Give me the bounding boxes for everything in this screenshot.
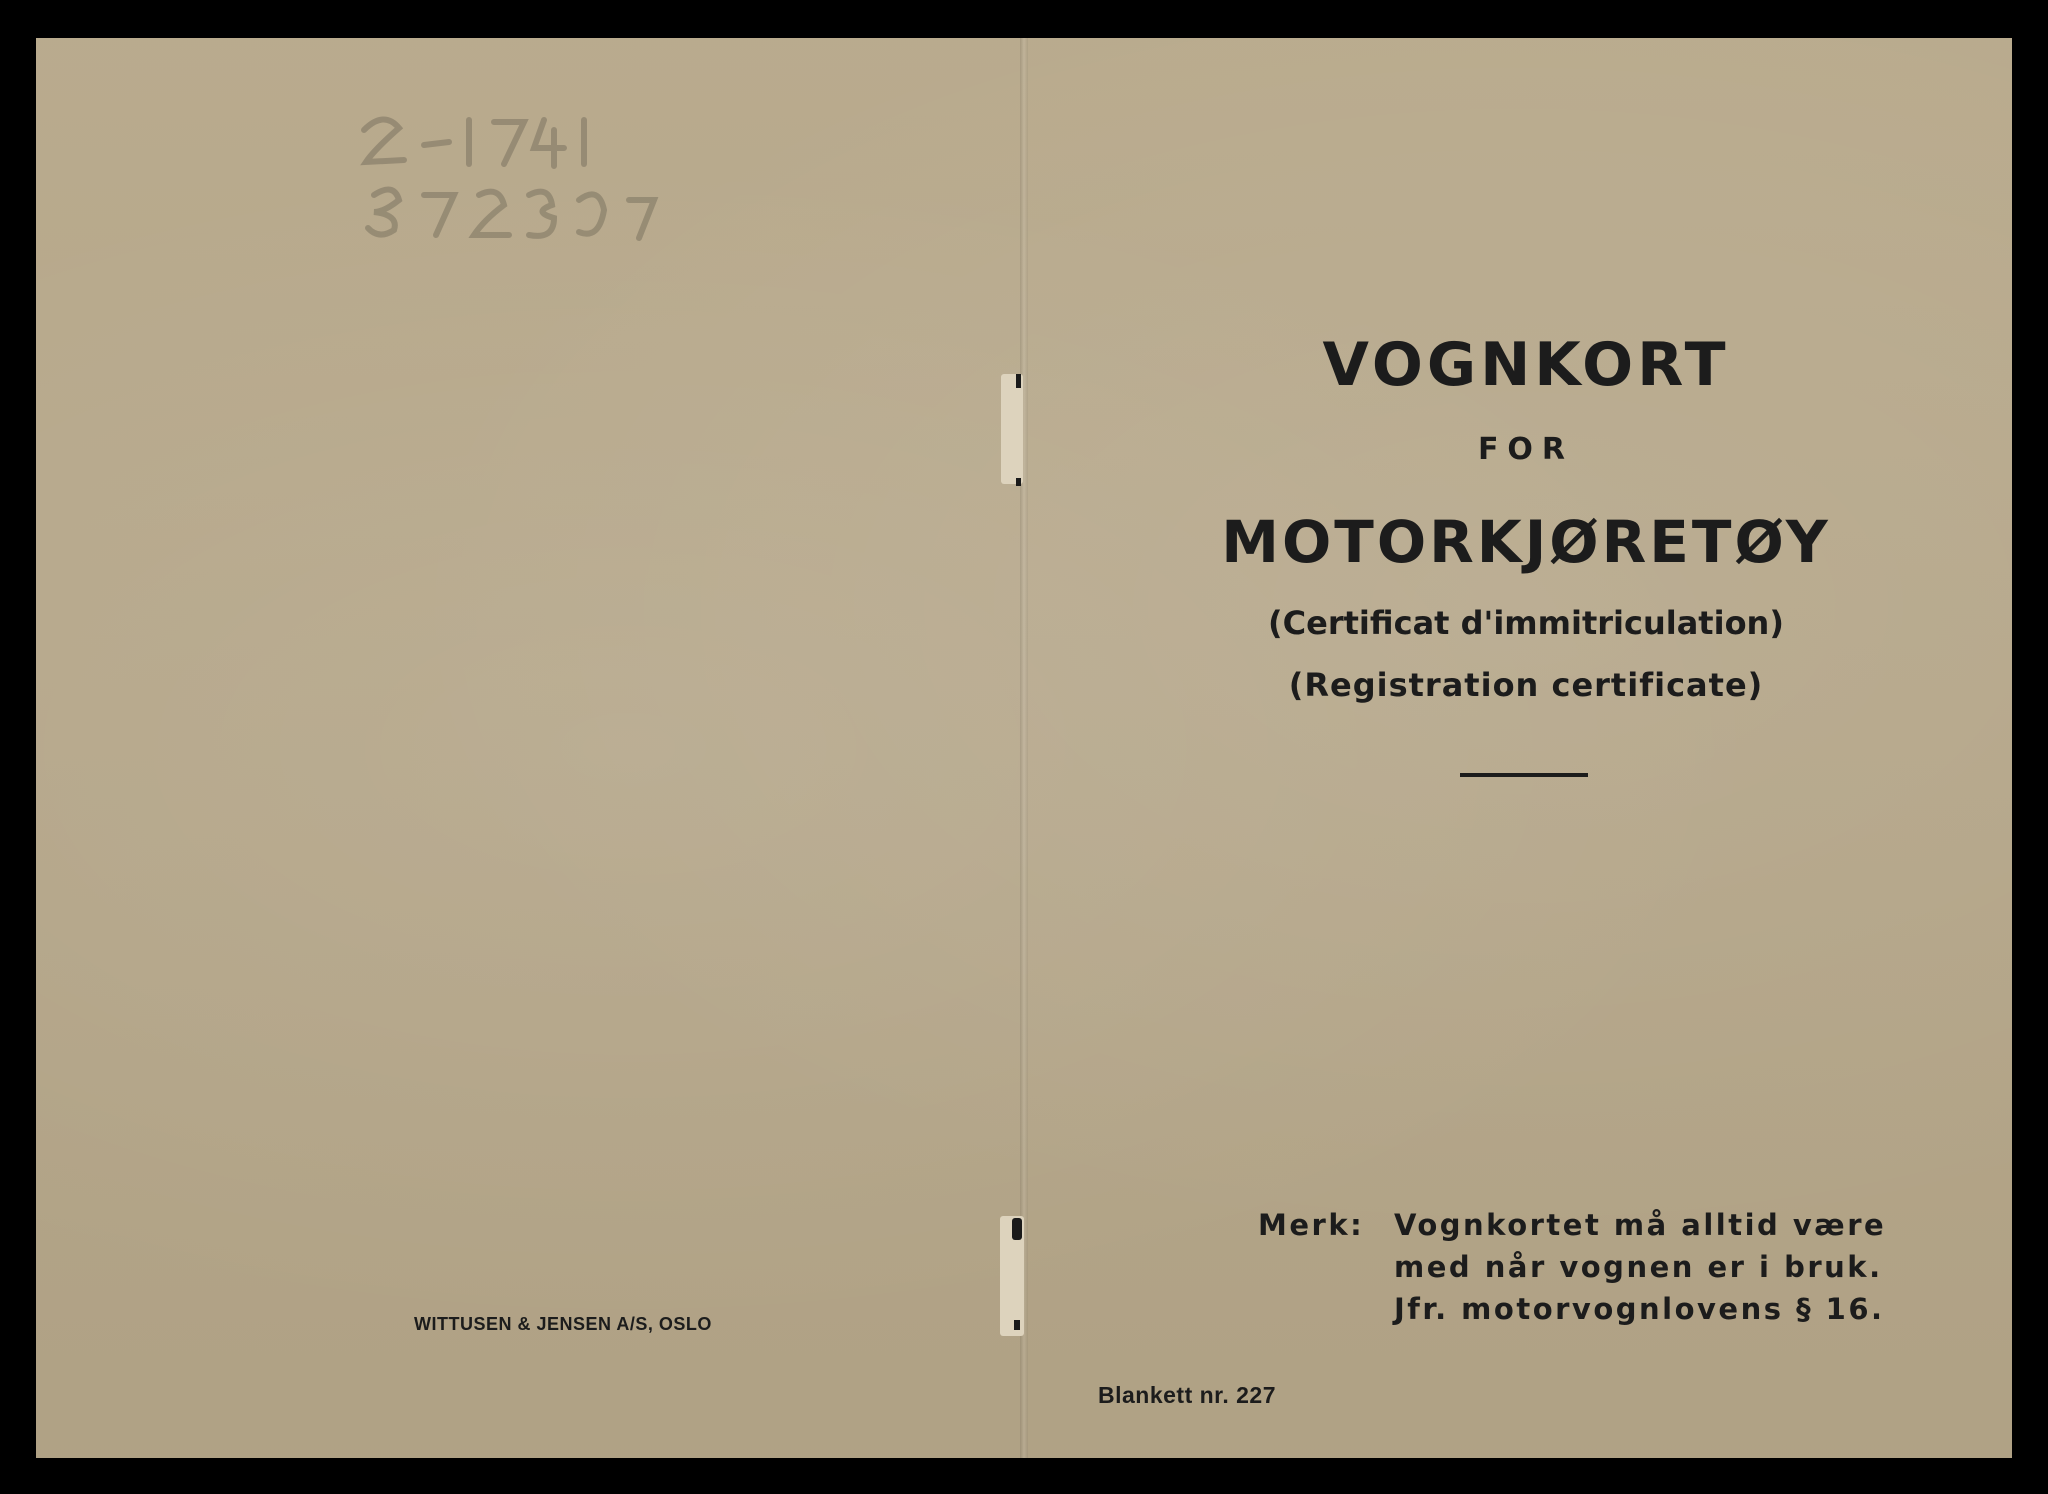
staple-mark-bottom	[1012, 1218, 1022, 1240]
note-label: Merk:	[1258, 1208, 1365, 1242]
staple-mark-bottom-lower	[1014, 1320, 1020, 1330]
pencil-archive-marks	[354, 100, 714, 250]
printer-imprint: WITTUSEN & JENSEN A/S, OSLO	[414, 1314, 712, 1334]
note-line: Jfr. motorvognlovens § 16.	[1394, 1292, 1885, 1326]
note-line: med når vognen er i bruk.	[1394, 1250, 1883, 1284]
note-line: Vognkortet må alltid være	[1394, 1208, 1887, 1242]
staple-mark-top	[1016, 374, 1021, 388]
subtitle-french: (Certificat d'immitriculation)	[1268, 604, 1784, 642]
document-title: VOGNKORT	[1322, 330, 1730, 400]
form-number: Blankett nr. 227	[1098, 1382, 1277, 1408]
title-connector: FOR	[1477, 432, 1575, 467]
staple-hole-top	[1001, 374, 1023, 484]
subtitle-english: (Registration certificate)	[1288, 666, 1764, 704]
staple-mark-top-lower	[1016, 478, 1021, 486]
document-paper	[36, 38, 2012, 1458]
title-divider	[1460, 773, 1588, 777]
document-subject: MOTORKJØRETØY	[1221, 508, 1831, 576]
note-text	[1394, 1204, 1914, 1330]
